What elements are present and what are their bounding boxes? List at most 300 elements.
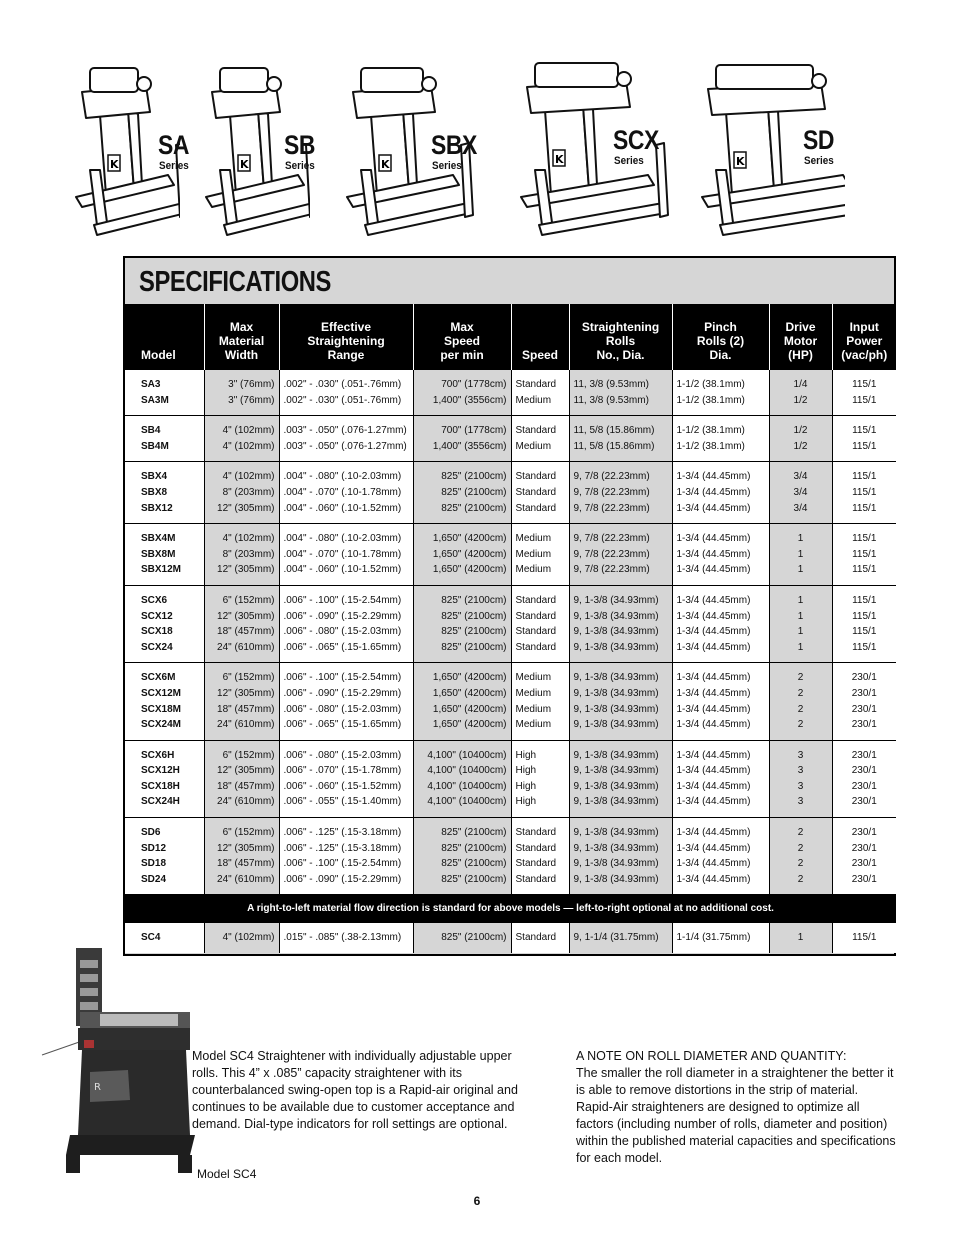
table-cell: .004" - .060" (.10-1.52mm) [279,501,413,517]
table-cell: SBX4 [125,469,204,485]
series-label: Series [614,155,644,167]
table-cell: .004" - .060" (.10-1.52mm) [279,562,413,578]
table-cell: 4" (102mm) [204,423,279,439]
table-cell: Medium [511,547,569,563]
table-cell: SA3M [125,393,204,409]
row-spacer [125,524,896,532]
table-row [125,485,896,501]
series-illustrations [60,40,860,255]
row-spacer [125,370,896,377]
table-row [125,686,896,702]
table-cell: 115/1 [832,609,896,625]
table-cell: 2 [769,841,832,857]
table-cell: SCX18H [125,779,204,795]
flow-direction-note-row [125,895,896,923]
model-sc4-caption: Model SC4 Straightener with individually adjustable upper rolls. This 4” x .085” capacity straightener with its counterbalanced swing-open top is a Rapid-air original and continues to be available due to customer acceptance and demand. Dial-type indicators for roll settings are optional. [192,1049,518,1131]
table-cell: SCX12 [125,609,204,625]
table-cell: 9, 1-3/8 (34.93mm) [569,856,672,872]
table-cell: 4,100" (10400cm) [413,763,511,779]
table-cell: 1,650" (4200cm) [413,717,511,733]
table-cell: .006" - .080" (.15-2.03mm) [279,624,413,640]
specifications-table [125,304,896,953]
column-header: Max Speed per min [413,304,511,370]
row-spacer [125,416,896,424]
table-cell: 1-3/4 (44.45mm) [672,547,769,563]
table-cell: 4" (102mm) [204,469,279,485]
table-cell: 3/4 [769,485,832,501]
table-row [125,531,896,547]
table-cell: .003" - .050" (.076-1.27mm) [279,423,413,439]
table-cell: 1-3/4 (44.45mm) [672,748,769,764]
table-cell: 9, 1-1/4 (31.75mm) [569,930,672,946]
table-cell: 9, 1-3/8 (34.93mm) [569,794,672,810]
table-cell: 1,400" (3556cm) [413,393,511,409]
table-cell: 825" (2100cm) [413,872,511,888]
specifications-panel [123,256,896,956]
table-cell: 9, 7/8 (22.23mm) [569,562,672,578]
table-cell: .006" - .055" (.15-1.40mm) [279,794,413,810]
table-cell: 18" (457mm) [204,856,279,872]
table-cell: .006" - .125" (.15-3.18mm) [279,825,413,841]
table-cell: Standard [511,485,569,501]
table-cell: 9, 1-3/8 (34.93mm) [569,670,672,686]
table-cell: Medium [511,717,569,733]
table-cell: 1-3/4 (44.45mm) [672,841,769,857]
flow-direction-note: A right-to-left material flow direction is standard for above models — left-to-right optional at no additional cost. [125,895,896,923]
table-cell: 825" (2100cm) [413,501,511,517]
table-cell: .006" - .090" (.15-2.29mm) [279,686,413,702]
table-cell: SD24 [125,872,204,888]
table-cell: Medium [511,670,569,686]
series-sb-illustration [200,50,316,255]
table-cell: 825" (2100cm) [413,485,511,501]
series-code: SA [158,130,190,160]
table-row [125,856,896,872]
column-header: Speed [511,304,569,370]
table-cell: 12" (305mm) [204,686,279,702]
column-header: Straightening Rolls No., Dia. [569,304,672,370]
roll-diameter-note [576,1048,898,1167]
row-spacer [125,462,896,470]
table-cell: .002" - .030" (.051-.76mm) [279,393,413,409]
table-cell: Standard [511,609,569,625]
table-row [125,841,896,857]
svg-text:R: R [94,1082,101,1093]
table-row [125,670,896,686]
table-cell: SBX12 [125,501,204,517]
table-row [125,624,896,640]
table-cell: 230/1 [832,686,896,702]
table-cell: High [511,779,569,795]
page-number: 6 [473,1194,481,1208]
svg-text:K: K [555,153,564,166]
table-cell: SBX8 [125,485,204,501]
row-spacer [125,740,896,748]
table-cell: 11, 5/8 (15.86mm) [569,423,672,439]
table-cell: SCX24H [125,794,204,810]
table-cell: 12" (305mm) [204,562,279,578]
table-cell: 115/1 [832,423,896,439]
table-cell: 1-3/4 (44.45mm) [672,562,769,578]
table-cell: 9, 1-3/8 (34.93mm) [569,593,672,609]
note-heading: A NOTE ON ROLL DIAMETER AND QUANTITY: [576,1049,847,1063]
series-label: Series [159,160,189,172]
table-cell: 700" (1778cm) [413,423,511,439]
table-cell: 115/1 [832,501,896,517]
table-cell: Standard [511,640,569,656]
table-cell: 4" (102mm) [204,439,279,455]
table-cell: SCX6M [125,670,204,686]
table-cell: 3 [769,763,832,779]
table-cell: 115/1 [832,562,896,578]
table-cell: SCX18M [125,702,204,718]
table-cell: 825" (2100cm) [413,624,511,640]
table-cell: 9, 7/8 (22.23mm) [569,501,672,517]
table-cell: 825" (2100cm) [413,825,511,841]
table-cell: .006" - .080" (.15-2.03mm) [279,748,413,764]
table-cell: 9, 1-3/8 (34.93mm) [569,841,672,857]
table-cell: Medium [511,439,569,455]
table-cell: 825" (2100cm) [413,469,511,485]
table-cell: 230/1 [832,717,896,733]
table-cell: 230/1 [832,748,896,764]
table-cell: 1-1/4 (31.75mm) [672,930,769,946]
table-cell: 1-3/4 (44.45mm) [672,763,769,779]
row-spacer [125,923,896,930]
table-cell: Medium [511,562,569,578]
series-sa-illustration [70,50,190,255]
table-row [125,872,896,888]
table-cell: 9, 1-3/8 (34.93mm) [569,640,672,656]
table-cell: 2 [769,872,832,888]
table-cell: 12" (305mm) [204,609,279,625]
table-cell: 1-3/4 (44.45mm) [672,485,769,501]
table-cell: SB4 [125,423,204,439]
table-cell: 115/1 [832,640,896,656]
table-cell: 1-3/4 (44.45mm) [672,686,769,702]
table-cell: .004" - .070" (.10-1.78mm) [279,485,413,501]
table-cell: 230/1 [832,779,896,795]
table-cell: 9, 1-3/8 (34.93mm) [569,717,672,733]
table-cell: High [511,763,569,779]
table-cell: SCX24 [125,640,204,656]
table-cell: 12" (305mm) [204,841,279,857]
row-spacer [125,663,896,671]
table-row [125,717,896,733]
row-spacer [125,585,896,593]
table-cell: 2 [769,825,832,841]
svg-text:K: K [110,158,119,171]
table-cell: SBX4M [125,531,204,547]
table-cell: 1 [769,640,832,656]
table-cell: 2 [769,717,832,733]
table-cell: 1,400" (3556cm) [413,439,511,455]
table-cell: 1-1/2 (38.1mm) [672,377,769,393]
table-row [125,393,896,409]
table-cell: 1,650" (4200cm) [413,562,511,578]
table-cell: 4" (102mm) [204,531,279,547]
table-row [125,930,896,946]
table-cell: Medium [511,686,569,702]
table-row [125,562,896,578]
row-spacer [125,733,896,741]
table-cell: SCX12H [125,763,204,779]
table-cell: 6" (152mm) [204,748,279,764]
table-row [125,794,896,810]
column-header: Max Material Width [204,304,279,370]
table-cell: 115/1 [832,593,896,609]
table-cell: 1-1/2 (38.1mm) [672,439,769,455]
column-header: Input Power (vac/ph) [832,304,896,370]
table-cell: 1-1/2 (38.1mm) [672,423,769,439]
table-row [125,825,896,841]
table-cell: 1/2 [769,439,832,455]
table-cell: 9, 1-3/8 (34.93mm) [569,702,672,718]
series-code: SD [803,125,835,155]
series-label: Series [804,155,834,167]
table-cell: 18" (457mm) [204,624,279,640]
table-cell: 18" (457mm) [204,779,279,795]
table-cell: SCX6 [125,593,204,609]
table-cell: 9, 1-3/8 (34.93mm) [569,825,672,841]
table-cell: 230/1 [832,670,896,686]
table-cell: 1 [769,593,832,609]
table-cell: 9, 1-3/8 (34.93mm) [569,748,672,764]
table-cell: 1-3/4 (44.45mm) [672,670,769,686]
table-cell: 9, 1-3/8 (34.93mm) [569,779,672,795]
table-cell: .006" - .100" (.15-2.54mm) [279,670,413,686]
series-code: SB [284,130,316,160]
table-cell: 115/1 [832,485,896,501]
table-row [125,748,896,764]
table-cell: Standard [511,624,569,640]
table-cell: 230/1 [832,856,896,872]
table-cell: 115/1 [832,930,896,946]
table-cell: 1 [769,624,832,640]
table-cell: 1-3/4 (44.45mm) [672,469,769,485]
table-cell: .002" - .030" (.051-.76mm) [279,377,413,393]
table-cell: 3/4 [769,469,832,485]
table-row [125,640,896,656]
table-cell: .006" - .060" (.15-1.52mm) [279,779,413,795]
table-row [125,779,896,795]
table-cell: 700" (1778cm) [413,377,511,393]
table-cell: 1-3/4 (44.45mm) [672,624,769,640]
table-cell: 3" (76mm) [204,393,279,409]
table-cell: 230/1 [832,872,896,888]
table-cell: .004" - .070" (.10-1.78mm) [279,547,413,563]
table-cell: SD6 [125,825,204,841]
table-cell: 11, 3/8 (9.53mm) [569,377,672,393]
table-cell: 1 [769,930,832,946]
row-spacer [125,408,896,416]
table-cell: 1-3/4 (44.45mm) [672,609,769,625]
table-cell: .006" - .125" (.15-3.18mm) [279,841,413,857]
table-cell: 11, 5/8 (15.86mm) [569,439,672,455]
table-cell: 115/1 [832,624,896,640]
table-row [125,609,896,625]
table-cell: 4,100" (10400cm) [413,794,511,810]
table-cell: Standard [511,841,569,857]
table-cell: .006" - .090" (.15-2.29mm) [279,872,413,888]
table-cell: SC4 [125,930,204,946]
table-cell: 115/1 [832,393,896,409]
table-cell: 230/1 [832,702,896,718]
table-cell: 1-3/4 (44.45mm) [672,531,769,547]
table-row [125,547,896,563]
table-header-row [125,304,896,370]
table-cell: Standard [511,930,569,946]
table-cell: 8" (203mm) [204,485,279,501]
table-cell: SBX12M [125,562,204,578]
table-row [125,702,896,718]
table-cell: 1 [769,562,832,578]
table-row [125,439,896,455]
row-spacer [125,655,896,663]
table-cell: 230/1 [832,841,896,857]
table-cell: 115/1 [832,531,896,547]
table-cell: 3" (76mm) [204,377,279,393]
table-cell: 1 [769,547,832,563]
row-spacer [125,810,896,818]
table-cell: Standard [511,469,569,485]
table-cell: 1,650" (4200cm) [413,702,511,718]
table-cell: 6" (152mm) [204,670,279,686]
table-cell: 825" (2100cm) [413,930,511,946]
table-cell: 2 [769,670,832,686]
table-cell: SCX12M [125,686,204,702]
model-sc4-photo [40,940,195,1185]
table-cell: 2 [769,686,832,702]
table-row [125,377,896,393]
table-cell: 1,650" (4200cm) [413,547,511,563]
model-sc4-label: Model SC4 [197,1167,257,1181]
table-cell: Standard [511,872,569,888]
table-cell: SA3 [125,377,204,393]
table-cell: .004" - .080" (.10-2.03mm) [279,531,413,547]
table-cell: 6" (152mm) [204,593,279,609]
table-cell: 9, 7/8 (22.23mm) [569,531,672,547]
note-body: The smaller the roll diameter in a straightener the better it is able to remove distortions in the strip of material. Rapid-Air straighteners are designed to optimize all factors (including number of rolls, diameter and position) within the published material capacities and specifications for each model. [576,1066,896,1165]
table-cell: 1-1/2 (38.1mm) [672,393,769,409]
table-cell: SBX8M [125,547,204,563]
table-cell: 115/1 [832,547,896,563]
column-header: Model [125,304,204,370]
table-cell: 825" (2100cm) [413,640,511,656]
table-row [125,763,896,779]
table-cell: 4" (102mm) [204,930,279,946]
row-spacer [125,818,896,826]
table-cell: Standard [511,423,569,439]
table-cell: 1-3/4 (44.45mm) [672,779,769,795]
table-cell: 1-3/4 (44.45mm) [672,702,769,718]
table-cell: 9, 7/8 (22.23mm) [569,547,672,563]
table-cell: .004" - .080" (.10-2.03mm) [279,469,413,485]
table-cell: Standard [511,856,569,872]
table-cell: Medium [511,531,569,547]
svg-text:K: K [240,158,249,171]
table-cell: 825" (2100cm) [413,609,511,625]
table-cell: 1-3/4 (44.45mm) [672,501,769,517]
table-cell: .006" - .065" (.15-1.65mm) [279,640,413,656]
table-cell: 3 [769,779,832,795]
table-cell: 8" (203mm) [204,547,279,563]
column-header: Drive Motor (HP) [769,304,832,370]
table-cell: 1-3/4 (44.45mm) [672,825,769,841]
table-cell: 1-3/4 (44.45mm) [672,856,769,872]
table-cell: 2 [769,856,832,872]
table-cell: 9, 1-3/8 (34.93mm) [569,624,672,640]
table-cell: 3 [769,794,832,810]
table-cell: Standard [511,501,569,517]
table-cell: .006" - .070" (.15-1.78mm) [279,763,413,779]
table-cell: SCX24M [125,717,204,733]
table-cell: 115/1 [832,377,896,393]
table-cell: 24" (610mm) [204,717,279,733]
table-cell: 3 [769,748,832,764]
table-cell: 1-3/4 (44.45mm) [672,794,769,810]
table-cell: 1,650" (4200cm) [413,686,511,702]
table-cell: 1-3/4 (44.45mm) [672,640,769,656]
table-row [125,469,896,485]
row-spacer [125,516,896,524]
table-cell: 1 [769,609,832,625]
column-header: Pinch Rolls (2) Dia. [672,304,769,370]
series-label: Series [432,160,462,172]
table-cell: .015" - .085" (.38-2.13mm) [279,930,413,946]
svg-text:K: K [736,155,745,168]
table-row [125,501,896,517]
table-cell: 9, 1-3/8 (34.93mm) [569,872,672,888]
table-cell: Standard [511,377,569,393]
row-spacer [125,946,896,953]
table-cell: 230/1 [832,794,896,810]
series-scx-illustration [500,45,670,255]
table-cell: 3/4 [769,501,832,517]
table-cell: 1/2 [769,393,832,409]
table-cell: 24" (610mm) [204,794,279,810]
table-cell: 24" (610mm) [204,872,279,888]
table-cell: .006" - .080" (.15-2.03mm) [279,702,413,718]
table-cell: 825" (2100cm) [413,841,511,857]
table-cell: Standard [511,593,569,609]
table-cell: .006" - .065" (.15-1.65mm) [279,717,413,733]
table-cell: 4,100" (10400cm) [413,779,511,795]
table-cell: Standard [511,825,569,841]
row-spacer [125,454,896,462]
table-cell: 1-3/4 (44.45mm) [672,872,769,888]
table-cell: 18" (457mm) [204,702,279,718]
table-cell: .003" - .050" (.076-1.27mm) [279,439,413,455]
table-cell: 9, 1-3/8 (34.93mm) [569,609,672,625]
table-cell: .006" - .090" (.15-2.29mm) [279,609,413,625]
table-cell: 825" (2100cm) [413,593,511,609]
table-cell: 1/2 [769,423,832,439]
table-cell: 825" (2100cm) [413,856,511,872]
column-header: Effective Straightening Range [279,304,413,370]
row-spacer [125,578,896,586]
row-spacer [125,887,896,895]
table-row [125,423,896,439]
table-cell: 1,650" (4200cm) [413,670,511,686]
table-cell: 9, 1-3/8 (34.93mm) [569,763,672,779]
table-cell: 6" (152mm) [204,825,279,841]
table-cell: 1 [769,531,832,547]
series-sbx-illustration [335,50,475,255]
table-cell: 230/1 [832,825,896,841]
table-cell: Medium [511,702,569,718]
table-cell: .006" - .100" (.15-2.54mm) [279,593,413,609]
